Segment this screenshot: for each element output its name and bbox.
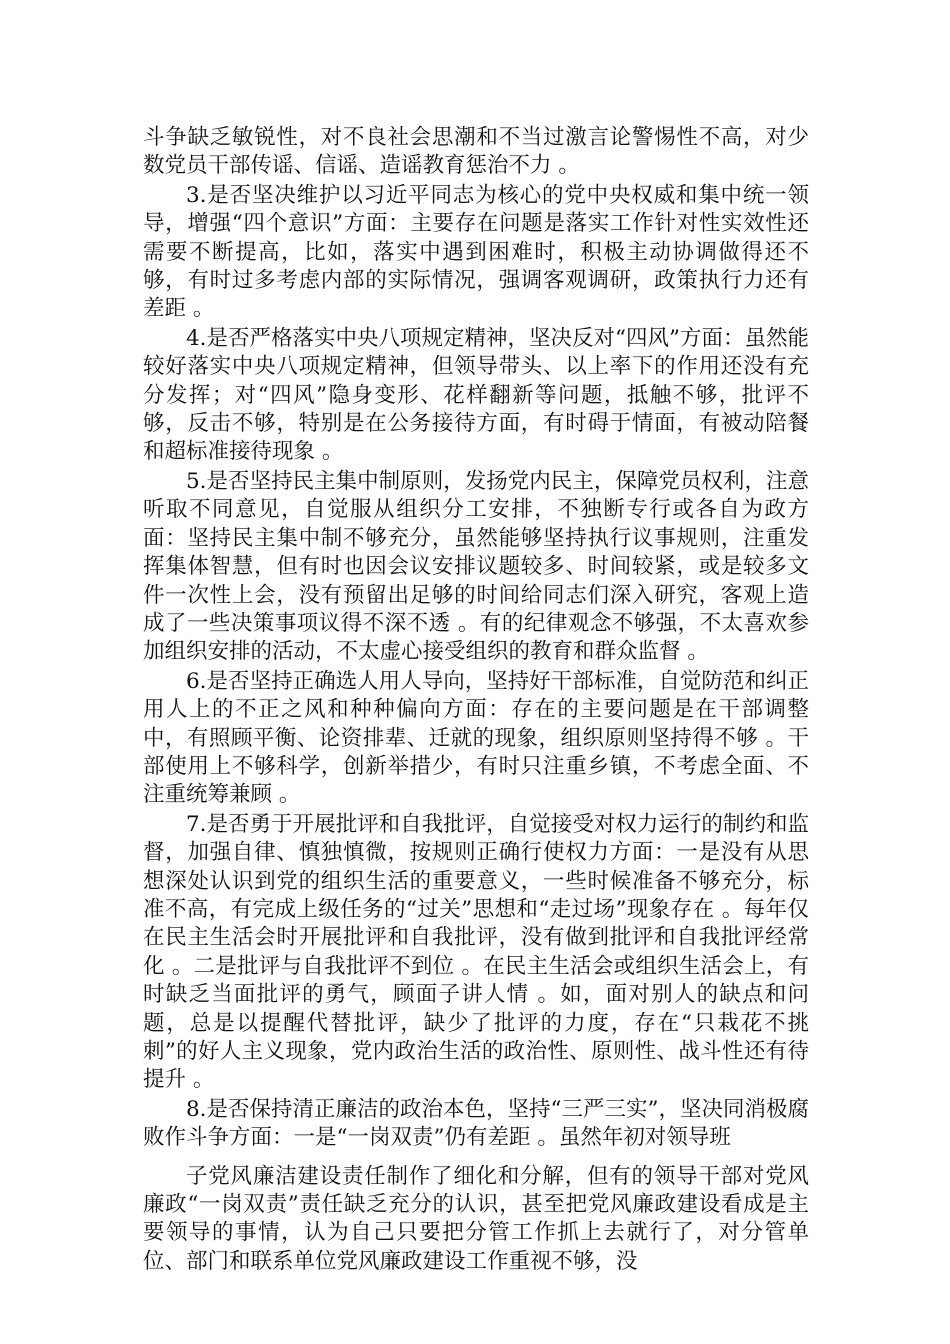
paragraph-item-4: 4.是否严格落实中央八项规定精神，坚决反对“四风”方面：虽然能较好落实中央八项规定精神，但领导带头、以上率下的作用还没有充分发挥；对“四风”隐身变形、花样翻新等问题，抵触不够，批评不够，反击不够，特别是在公务接待方面，有时碍于情面，有被动陪餐和超标准接待现象 。	[143, 325, 809, 465]
paragraph-continuation: 斗争缺乏敏锐性，对不良社会思潮和不当过激言论警惕性不高，对少数党员干部传谣、信谣、造谣教育惩治不力 。	[143, 125, 809, 179]
document-body	[143, 124, 809, 1276]
paragraph-item-5: 5.是否坚持民主集中制原则，发扬党内民主，保障党员权利，注意听取不同意见，自觉服从组织分工安排，不独断专行或各自为政方面：坚持民主集中制不够充分，虽然能够坚持执行议事规则，注重发挥集体智慧，但有时也因会议安排议题较多、时间较紧，或是较多文件一次性上会，没有预留出足够的时间给同志们深入研究，客观上造成了一些决策事项议得不深不透 。有的纪律观念不够强，不太喜欢参加组织安排的活动，不太虚心接受组织的教育和群众监督 。	[143, 468, 809, 665]
paragraph-item-3: 3.是否坚决维护以习近平同志为核心的党中央权威和集中统一领导，增强“四个意识”方面：主要存在问题是落实工作针对性实效性还需要不断提高，比如，落实中遇到困难时，积极主动协调做得还不够，有时过多考虑内部的实际情况，强调客观调研，政策执行力还有差距 。	[143, 182, 809, 322]
paragraph-item-8: 8.是否保持清正廉洁的政治本色，坚持“三严三实”，坚决同消极腐败作斗争方面：一是“一岗双责”仍有差距 。虽然年初对领导班	[143, 1096, 809, 1151]
paragraph-item-8-continued: 子党风廉洁建设责任制作了细化和分解，但有的领导干部对党风廉政“一岗双责”责任缺乏充分的认识，甚至把党风廉政建设看成是主要领导的事情，认为自己只要把分管工作抓上去就行了，对分管单位、部门和联系单位党风廉政建设工作重视不够，没	[143, 1163, 809, 1274]
paragraph-item-7: 7.是否勇于开展批评和自我批评，自觉接受对权力运行的制约和监督，加强自律、慎独慎微，按规则正确行使权力方面：一是没有从思想深处认识到党的组织生活的重要意义，一些时候准备不够充分，标准不高，有完成上级任务的“过关”思想和“走过场”现象存在 。每年仅在民主生活会时开展批评和自我批评，没有做到批评和自我批评经常化 。二是批评与自我批评不到位 。在民主生活会或组织生活会上，有时缺乏当面批评的勇气，顾面子讲人情 。如，面对别人的缺点和问题，总是以提醒代替批评，缺少了批评的力度，存在“只栽花不挑刺”的好人主义现象，党内政治生活的政治性、原则性、战斗性还有待提升 。	[143, 811, 809, 1093]
paragraph-item-6: 6.是否坚持正确选人用人导向，坚持好干部标准，自觉防范和纠正用人上的不正之风和种种偏向方面：存在的主要问题是在干部调整中，有照顾平衡、论资排辈、迁就的现象，组织原则坚持得不够 。干部使用上不够科学，创新举措少，有时只注重乡镇，不考虑全面、不注重统筹兼顾 。	[143, 668, 809, 808]
